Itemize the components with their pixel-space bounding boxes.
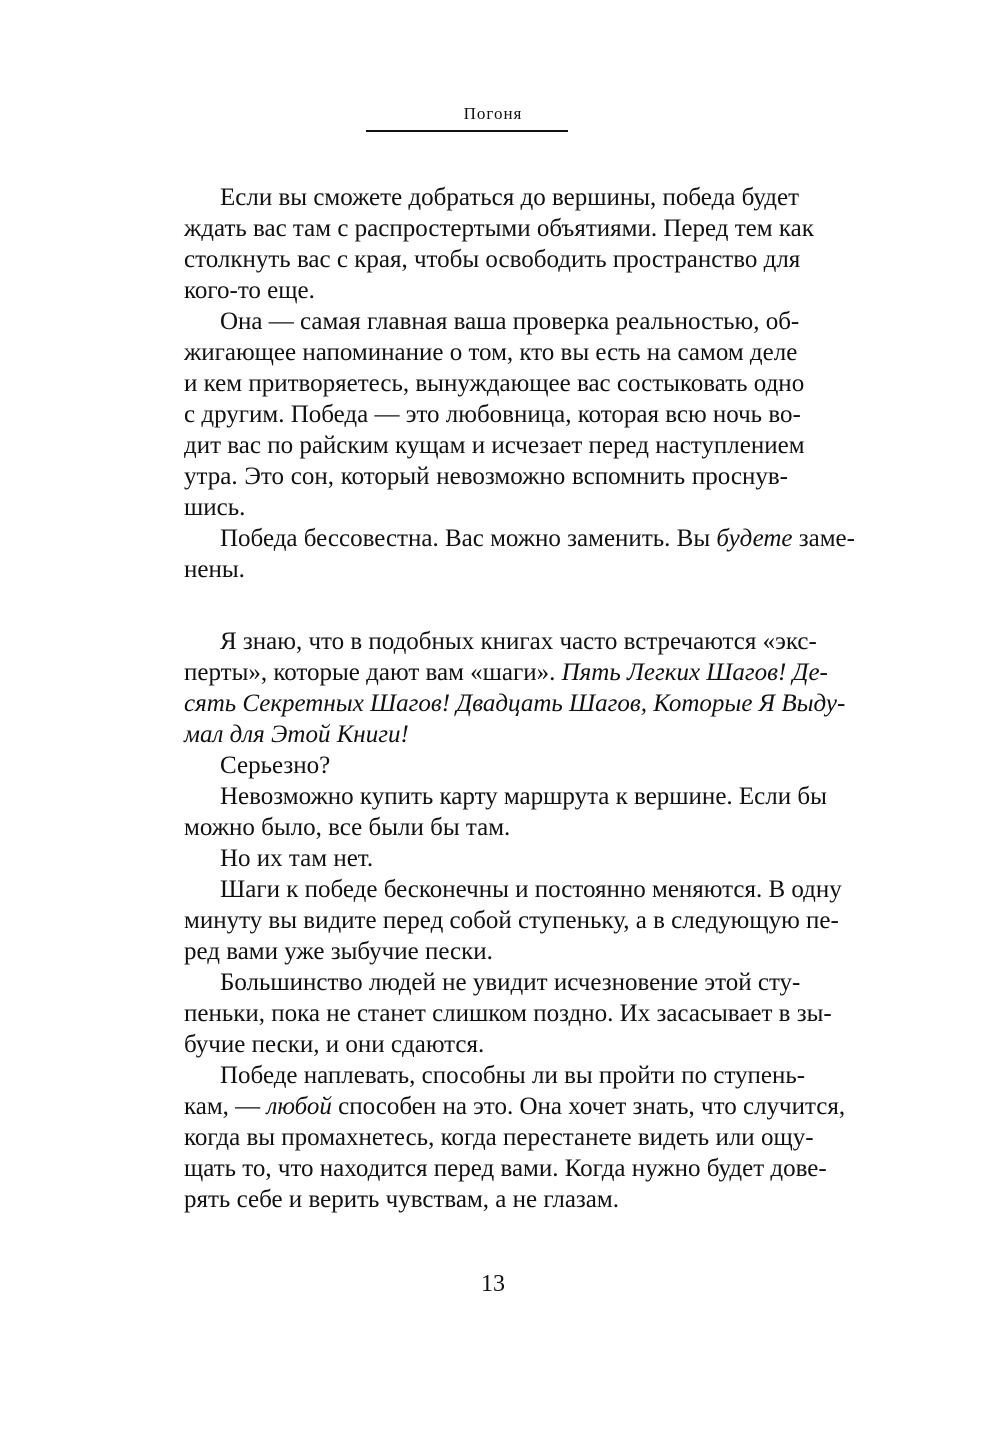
text-run: кам, — [184,1093,267,1120]
text-line: мал для Этой Книги! [184,721,409,748]
paragraph [148,874,842,967]
paragraph [148,967,832,1060]
text-line: жигающее напоминание о том, кто вы есть на самом деле [184,339,798,366]
italic-text-run: Пять Легких Шагов! Де- [561,659,828,686]
text-line: Шаги к победе бесконечны и постоянно меняются. В одну [220,876,842,903]
paragraph [148,781,827,843]
text-line: ред вами уже зыбучие пески. [184,938,493,965]
text-line: шись. [184,494,246,521]
paragraph [148,626,846,750]
text-line: с другим. Победа — это любовница, которая всю ночь во- [184,401,801,428]
text-line: бучие пески, и они сдаются. [184,1031,485,1058]
text-line: утра. Это сон, который невозможно вспомнить проснув- [184,463,788,490]
text-line: Большинство людей не увидит исчезновение этой сту- [220,969,801,996]
page-number: 13 [481,1271,505,1297]
text-line [148,1091,846,1122]
text-line: рять себе и верить чувствам, а не глазам. [184,1186,619,1213]
text-line: Если вы сможете добраться до вершины, победа будет [220,184,800,211]
running-head: Погоня [463,104,523,123]
text-block-bottom [148,626,846,1215]
text-line: Победе наплевать, способны ли вы пройти по ступень- [220,1062,806,1089]
text-line [148,523,855,554]
text-line: пеньки, пока не станет слишком поздно. Их засасывает в зы- [184,1000,832,1027]
running-head-rule [366,130,568,132]
paragraph [148,182,814,306]
text-line: ждать вас там с распростертыми объятиями. Перед тем как [184,215,814,242]
paragraph [148,750,788,781]
text-line: Она — самая главная ваша проверка реальностью, об- [220,308,800,335]
text-line [148,657,828,688]
italic-text-run: любой [266,1093,332,1120]
text-line: минуту вы видите перед собой ступеньку, а в следующую пе- [184,907,839,934]
text-run: способен на это. Она хочет знать, что случится, [331,1093,846,1120]
text-line: когда вы промахнетесь, когда перестанете видеть или ощу- [184,1124,814,1151]
italic-text-run: будете [716,525,793,552]
text-line: столкнуть вас с края, чтобы освободить пространство для [184,246,801,273]
text-line: и кем притворяетесь, вынуждающее вас состыковать одно [184,370,805,397]
text-run: Победа бессовестна. Вас можно заменить. Вы [220,525,717,552]
text-run: перты», которые дают вам «шаги». [184,659,562,686]
text-line: щать то, что находится перед вами. Когда нужно будет дове- [184,1155,827,1182]
text-line: Я знаю, что в подобных книгах часто встречаются «экс- [220,628,817,655]
paragraph [148,306,805,523]
text-line: Серьезно? [220,752,331,779]
paragraph [148,523,855,585]
text-line: Но их там нет. [220,845,374,872]
text-line: Невозможно купить карту маршрута к вершине. Если бы [220,783,827,810]
paragraph [148,1060,846,1215]
text-run: заме- [792,525,855,552]
text-line: сять Секретных Шагов! Двадцать Шагов, Которые Я Выду- [184,690,846,717]
text-block-top [148,182,855,585]
paragraph [148,843,788,874]
text-line: можно было, все были бы там. [184,814,511,841]
text-line: нены. [184,556,245,583]
text-line: дит вас по райским кущам и исчезает перед наступлением [184,432,805,459]
text-line: кого-то еще. [184,277,315,304]
